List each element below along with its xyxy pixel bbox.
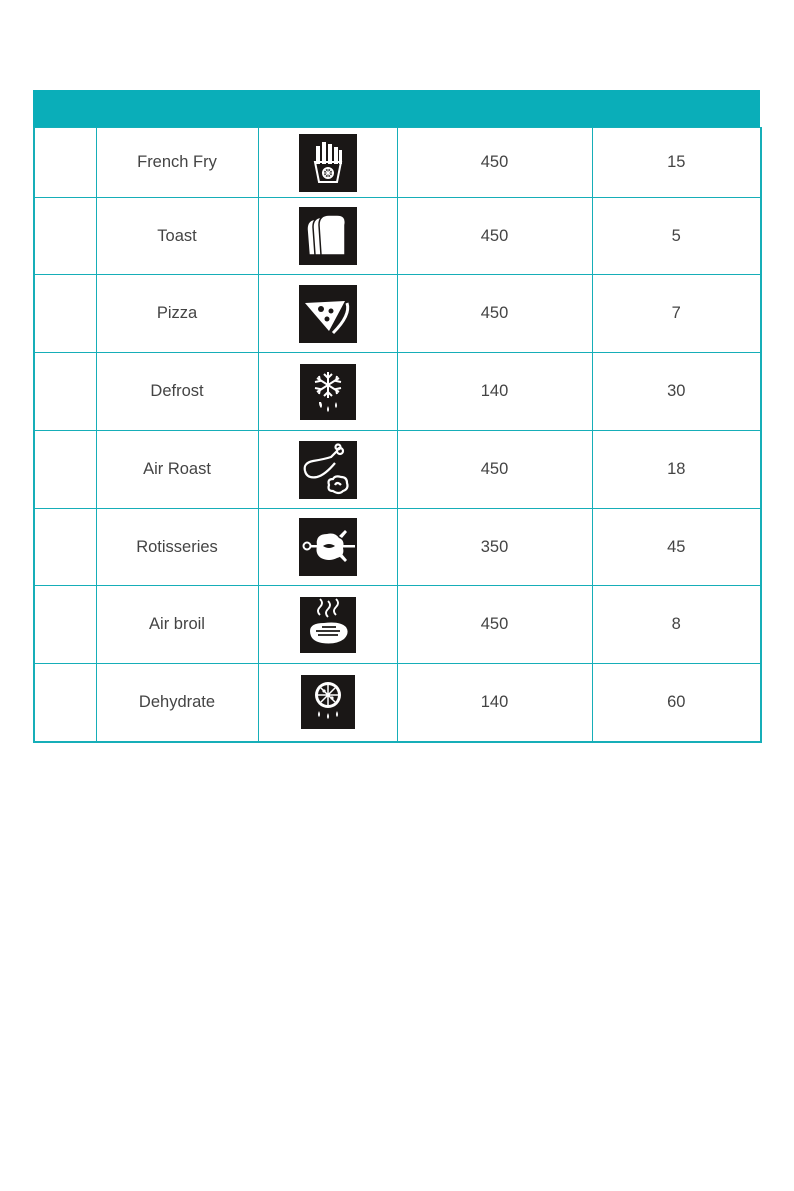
temperature-cell: 450 (397, 431, 592, 509)
time-cell: 30 (592, 353, 761, 431)
temperature-cell: 140 (397, 664, 592, 742)
table-row (34, 509, 761, 586)
table-row (34, 275, 761, 353)
function-icon-cell (258, 198, 397, 275)
cooking-presets-table (33, 127, 762, 743)
function-name-cell: Defrost (96, 353, 258, 431)
table-header-bar (33, 90, 760, 127)
time-cell: 8 (592, 586, 761, 664)
rotisserie-icon (299, 518, 357, 576)
function-name-cell: Toast (96, 198, 258, 275)
table-row (34, 198, 761, 275)
temperature-cell: 450 (397, 586, 592, 664)
function-name-cell: Air Roast (96, 431, 258, 509)
time-cell: 45 (592, 509, 761, 586)
time-cell: 15 (592, 128, 761, 198)
function-icon-cell (258, 431, 397, 509)
row-number-cell (34, 198, 96, 275)
table-row (34, 128, 761, 198)
temperature-cell: 450 (397, 198, 592, 275)
temperature-cell: 450 (397, 275, 592, 353)
row-number-cell (34, 664, 96, 742)
toast-icon (299, 207, 357, 265)
temperature-cell: 450 (397, 128, 592, 198)
function-icon-cell (258, 128, 397, 198)
air-roast-icon (299, 441, 357, 499)
row-number-cell (34, 275, 96, 353)
dehydrate-icon (301, 675, 355, 729)
table-row (34, 431, 761, 509)
function-name-cell: French Fry (96, 128, 258, 198)
function-name-cell: Pizza (96, 275, 258, 353)
temperature-cell: 140 (397, 353, 592, 431)
function-name-cell: Dehydrate (96, 664, 258, 742)
table-row (34, 586, 761, 664)
cooking-presets-table-wrapper (33, 90, 760, 743)
defrost-icon (300, 364, 356, 420)
row-number-cell (34, 353, 96, 431)
time-cell: 5 (592, 198, 761, 275)
row-number-cell (34, 431, 96, 509)
function-icon-cell (258, 664, 397, 742)
function-icon-cell (258, 353, 397, 431)
time-cell: 60 (592, 664, 761, 742)
temperature-cell: 350 (397, 509, 592, 586)
function-name-cell: Air broil (96, 586, 258, 664)
pizza-icon (299, 285, 357, 343)
row-number-cell (34, 509, 96, 586)
function-icon-cell (258, 509, 397, 586)
table-row (34, 664, 761, 742)
air-broil-icon (300, 597, 356, 653)
function-name-cell: Rotisseries (96, 509, 258, 586)
function-icon-cell (258, 275, 397, 353)
table-row (34, 353, 761, 431)
function-icon-cell (258, 586, 397, 664)
time-cell: 18 (592, 431, 761, 509)
row-number-cell (34, 586, 96, 664)
time-cell: 7 (592, 275, 761, 353)
french-fry-icon (299, 134, 357, 192)
row-number-cell (34, 128, 96, 198)
